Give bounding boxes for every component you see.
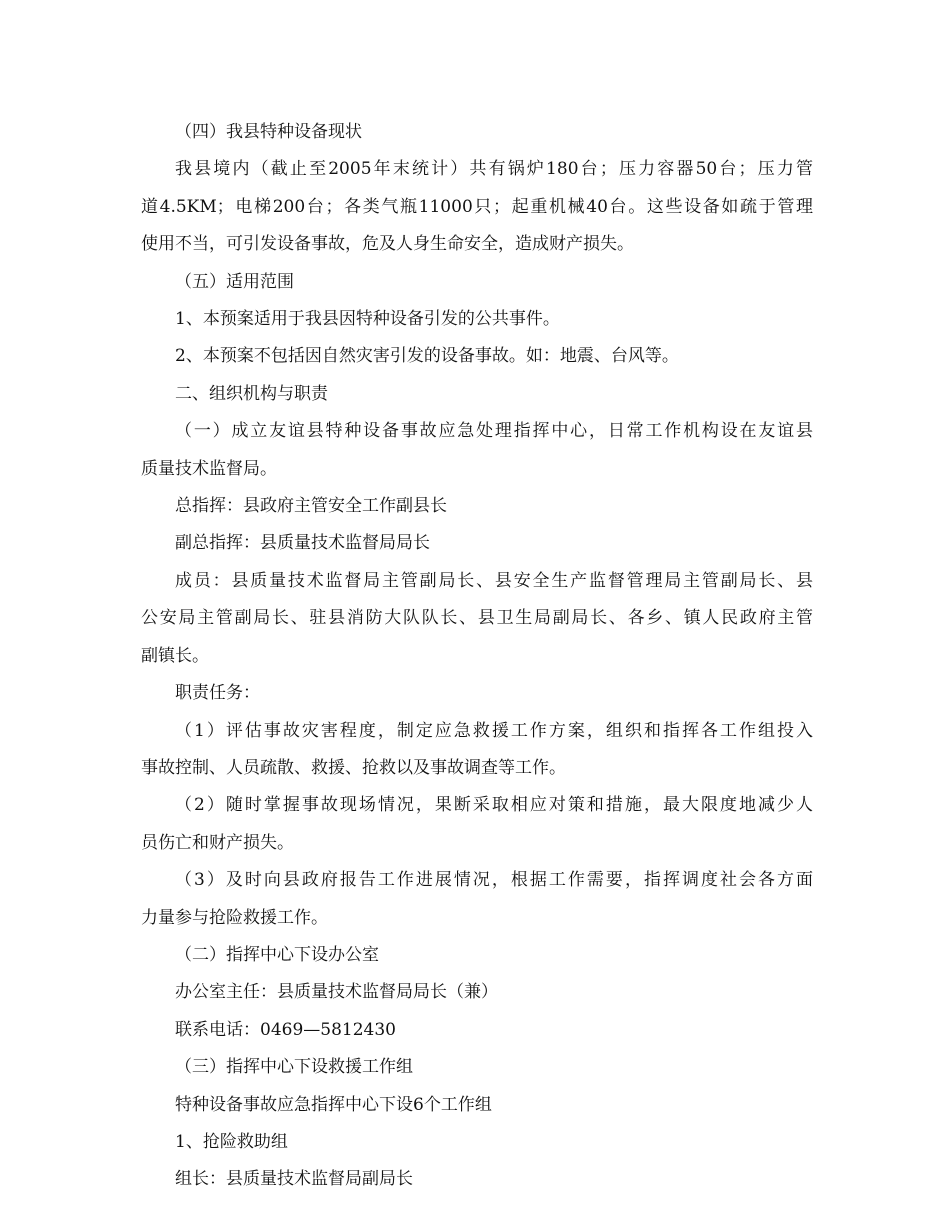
paragraph	[141, 563, 813, 675]
text-line: （二）指挥中心下设办公室	[175, 944, 379, 965]
text-line: 联系电话：0469—5812430	[175, 1019, 396, 1040]
text-line: 组长：县质量技术监督局副局长	[175, 1169, 413, 1190]
paragraph	[141, 525, 813, 562]
paragraph	[141, 1087, 813, 1124]
text-line: 公安局主管副局长、驻县消防大队队长、县卫生局副局长、各乡、镇人民政府主管	[141, 608, 813, 629]
paragraph	[141, 675, 813, 712]
text-line: 事故控制、人员疏散、救援、抢救以及事故调查等工作。	[141, 757, 566, 778]
paragraph	[141, 264, 813, 301]
text-line: 力量参与抢险救援工作。	[141, 907, 328, 928]
text-line: 使用不当，可引发设备事故，危及人身生命安全，造成财产损失。	[141, 234, 634, 255]
paragraph	[141, 787, 813, 862]
text-line: （三）指挥中心下设救援工作组	[175, 1057, 413, 1078]
text-line: （四）我县特种设备现状	[175, 122, 362, 142]
paragraph	[141, 151, 813, 263]
paragraph	[141, 301, 813, 338]
paragraph	[141, 937, 813, 974]
text-line: 成员：县质量技术监督局主管副局长、县安全生产监督管理局主管副局长、县	[175, 570, 813, 591]
text-line: （一）成立友谊县特种设备事故应急处理指挥中心，日常工作机构设在友谊县	[175, 421, 813, 442]
paragraph	[141, 1124, 813, 1161]
text-line: 职责任务：	[175, 683, 260, 704]
text-line: 副总指挥：县质量技术监督局局长	[175, 533, 430, 554]
text-line: 1、抢险救助组	[175, 1131, 288, 1152]
paragraph	[141, 376, 813, 413]
paragraph	[141, 1161, 813, 1198]
text-line: （1）评估事故灾害程度，制定应急救援工作方案，组织和指挥各工作组投入	[175, 720, 813, 741]
text-line: 质量技术监督局。	[141, 458, 277, 479]
text-line: （2）随时掌握事故现场情况，果断采取相应对策和措施，最大限度地减少人	[175, 795, 813, 816]
text-line: 特种设备事故应急指挥中心下设6个工作组	[175, 1094, 492, 1115]
text-line: 2、本预案不包括因自然灾害引发的设备事故。如：地震、台风等。	[175, 346, 679, 367]
text-line: 道4.5KM；电梯200台；各类气瓶11000只；起重机械40台。这些设备如疏于管理	[141, 196, 813, 217]
paragraph	[141, 1012, 813, 1049]
text-line: 副镇长。	[141, 645, 209, 666]
paragraph	[141, 338, 813, 375]
document-page	[141, 114, 813, 1199]
text-line: 员伤亡和财产损失。	[141, 832, 294, 853]
paragraph	[141, 862, 813, 937]
text-line: 办公室主任：县质量技术监督局局长（兼）	[175, 982, 498, 1003]
paragraph	[141, 713, 813, 788]
text-line: 我县境内（截止至2005年末统计）共有锅炉180台；压力容器50台；压力管	[175, 159, 813, 180]
paragraph	[141, 1049, 813, 1086]
paragraph	[141, 488, 813, 525]
text-line: 总指挥：县政府主管安全工作副县长	[175, 496, 447, 517]
text-line: （五）适用范围	[175, 271, 294, 292]
paragraph	[141, 114, 813, 151]
text-line: 二、组织机构与职责	[175, 383, 328, 404]
paragraph	[141, 974, 813, 1011]
text-line: 1、本预案适用于我县因特种设备引发的公共事件。	[175, 309, 560, 330]
paragraph	[141, 413, 813, 488]
text-line: （3）及时向县政府报告工作进展情况，根据工作需要，指挥调度社会各方面	[175, 870, 813, 891]
